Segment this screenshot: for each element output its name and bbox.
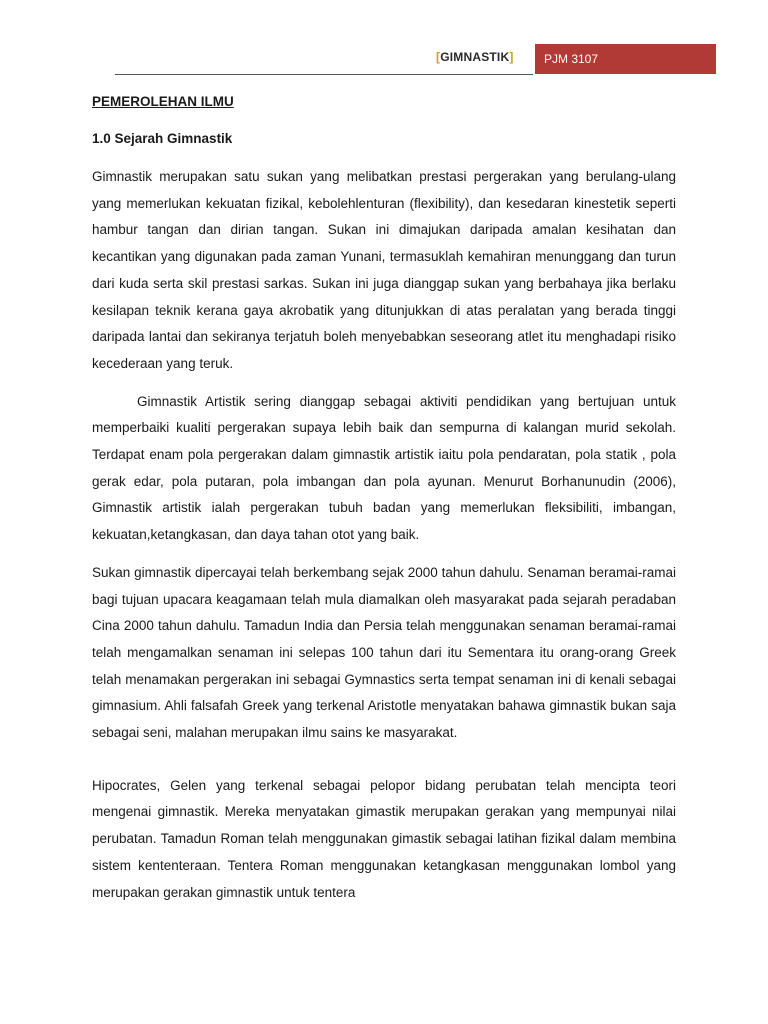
section-title: PEMEROLEHAN ILMU bbox=[92, 94, 234, 109]
bracket-close: ] bbox=[509, 50, 514, 64]
paragraph-4: Hipocrates, Gelen yang terkenal sebagai pelopor bidang perubatan telah mencipta teori mengenai gimnastik. Mereka menyatakan gimastik merupakan gerakan yang mempunyai nilai perubatan. Tamadun Roman telah menggunakan gimastik sebagai latihan fizikal dalam membina sistem kententeraan. Tentera Roman menggunakan ketangkasan menggunakan lombol yang merupakan gerakan gimnastik untuk tentera bbox=[92, 777, 676, 900]
course-code-text: PJM 3107 bbox=[544, 52, 599, 66]
bracket-open: [ bbox=[436, 50, 441, 64]
course-code-badge bbox=[535, 44, 716, 74]
header-subject-text: GIMNASTIK bbox=[440, 50, 510, 64]
header-divider bbox=[115, 74, 533, 75]
paragraph-2: Gimnastik Artistik sering dianggap sebagai aktiviti pendidikan yang bertujuan untuk memperbaiki kualiti pergerakan supaya lebih baik dan sempurna di kalangan murid sekolah. Terdapat enam pola pergerakan dalam gimnastik artistik iaitu pola pendaratan, pola statik , pola gerak edar, pola putaran, pola imbangan dan pola ayunan. Menurut Borhanunudin (2006), Gimnastik artistik ialah pergerakan tubuh badan yang memerlukan fleksibiliti, imbangan, kekuatan,ketangkasan, dan daya tahan otot yang baik. bbox=[92, 393, 676, 543]
header-subject bbox=[436, 50, 514, 64]
subsection-title: 1.0 Sejarah Gimnastik bbox=[92, 131, 233, 146]
paragraph-1: Gimnastik merupakan satu sukan yang melibatkan prestasi pergerakan yang berulang-ulang yang memerlukan kekuatan fizikal, kebolehlenturan (flexibility), dan kesedaran kinestetik seperti hambur tangan dan dirian tangan. Sukan ini dimajukan daripada amalan kesihatan dan kecantikan yang digunakan pada zaman Yunani, termasuklah kemahiran menunggang dan turun dari kuda serta skil prestasi sarkas. Sukan ini juga dianggap sukan yang berbahaya jika berlaku kesilapan teknik kerana gaya akrobatik yang ditunjukkan di atas peralatan yang berada tinggi daripada lantai dan sekiranya terjatuh boleh menyebabkan seseorang atlet itu menghadapi risiko kecederaan yang teruk. bbox=[92, 169, 676, 371]
document-body bbox=[92, 93, 676, 906]
paragraph-3: Sukan gimnastik dipercayai telah berkembang sejak 2000 tahun dahulu. Senaman beramai-ramai bagi tujuan upacara keagamaan telah mula diamalkan oleh masyarakat pada sejarah peradaban Cina 2000 tahun dahulu. Tamadun India dan Persia telah menggunakan senaman beramai-ramai telah mengamalkan senaman ini selepas 100 tahun dari itu Sementara itu orang-orang Greek telah menamakan pergerakan ini sebagai Gymnastics serta tempat senaman ini di kenali sebagai gimnasium. Ahli falsafah Greek yang terkenal Aristotle menyatakan bahawa gimnastik bukan saja sebagai seni, malahan merupakan ilmu sains ke masyarakat. bbox=[92, 564, 676, 741]
